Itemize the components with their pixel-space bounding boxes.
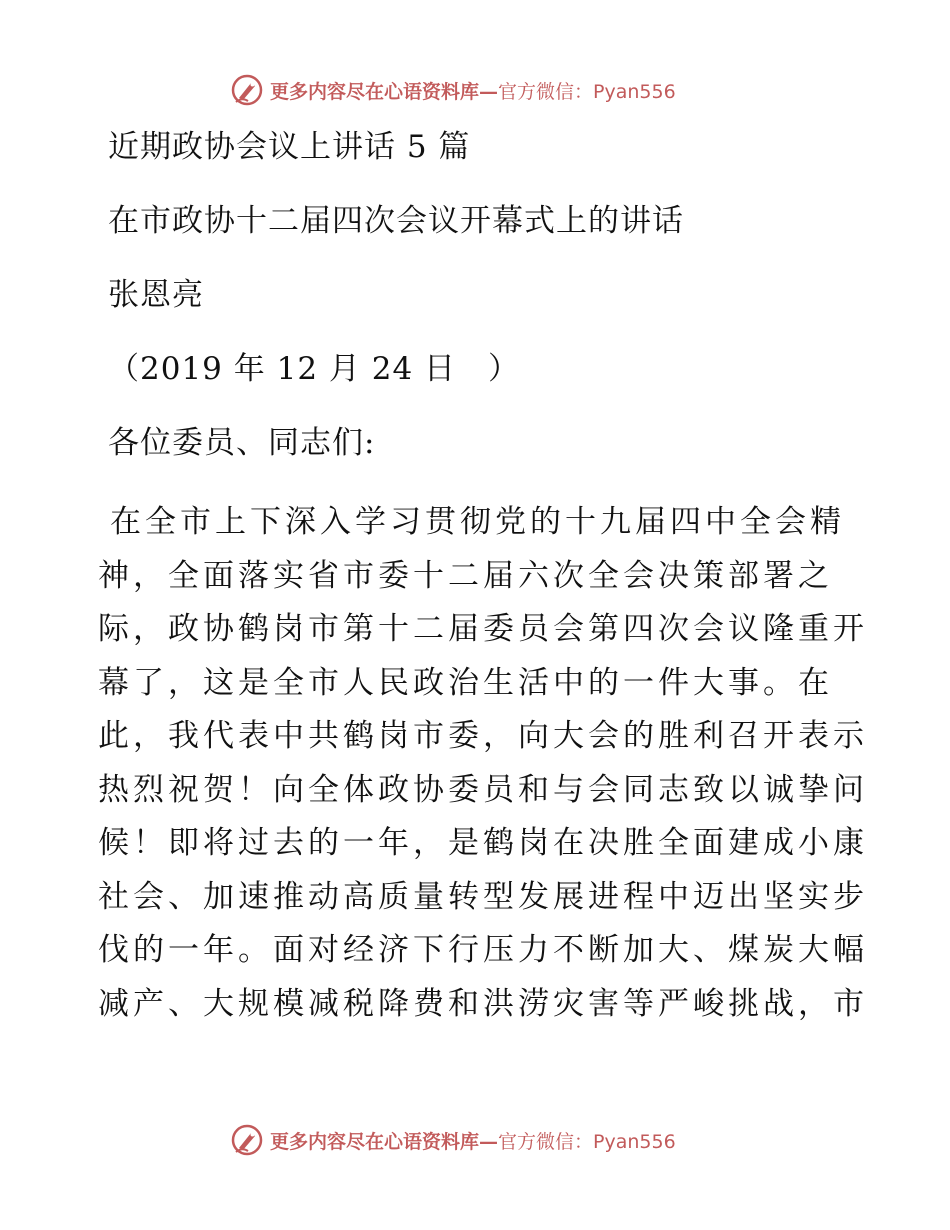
- body-line: 神，全面落实省市委十二届六次全会决策部署之: [98, 557, 833, 594]
- banner-wechat: 官方微信：Pyan556: [498, 80, 676, 103]
- pen-nib-logo-icon: [230, 1123, 264, 1157]
- body-line: 在全市上下深入学习贯彻党的十九届四中全会精: [110, 504, 845, 540]
- banner-text: 更多内容尽在心语资料库—: [270, 80, 499, 103]
- collection-title: 近期政协会议上讲话 5 篇: [108, 129, 471, 165]
- body-line: 减产、大规模减税降费和洪涝灾害等严峻挑战，市: [98, 985, 868, 1022]
- body-line: 社会、加速推动高质量转型发展进程中迈出坚实步: [98, 878, 868, 915]
- body-line: 伐的一年。面对经济下行压力不断加大、煤炭大幅: [98, 932, 868, 968]
- speech-date: （2019 年 12 月 24 日 ）: [108, 351, 521, 387]
- footer-banner[interactable]: [230, 1120, 730, 1160]
- pen-nib-logo-icon: [230, 73, 264, 107]
- body-line: 此，我代表中共鹤岗市委，向大会的胜利召开表示: [98, 718, 868, 754]
- body-line: 热烈祝贺！向全体政协委员和与会同志致以诚挚问: [98, 771, 868, 808]
- banner-wechat: 官方微信：Pyan556: [498, 1130, 676, 1153]
- speaker-name: 张恩亮: [108, 277, 204, 313]
- body-line: 幕了，这是全市人民政治生活中的一件大事。在: [98, 664, 833, 701]
- salutation: 各位委员、同志们:: [108, 425, 376, 461]
- body-line: 际，政协鹤岗市第十二届委员会第四次会议隆重开: [98, 611, 868, 647]
- body-line: 候！即将过去的一年，是鹤岗在决胜全面建成小康: [98, 825, 868, 861]
- banner-text: 更多内容尽在心语资料库—: [270, 1130, 499, 1153]
- speech-title: 在市政协十二届四次会议开幕式上的讲话: [108, 203, 684, 239]
- header-banner[interactable]: [230, 70, 730, 110]
- speech-body: [98, 496, 868, 1031]
